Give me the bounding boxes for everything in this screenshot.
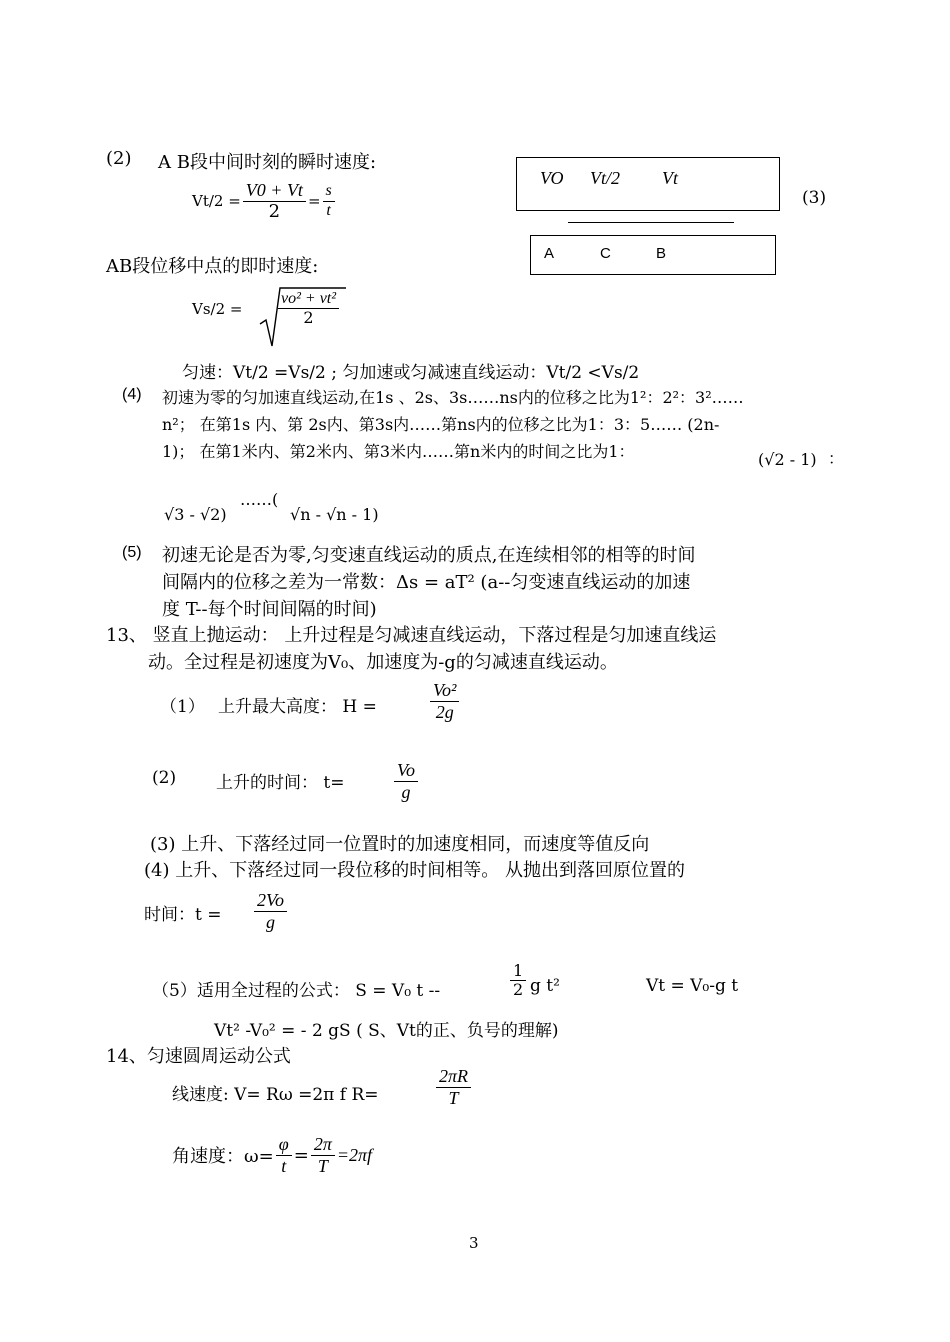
item13-line1: 13、 竖直上抛运动： 上升过程是匀减速直线运动，下落过程是匀加速直线运 (106, 625, 717, 646)
item13-p1-fraction (430, 680, 459, 722)
item4-label: (4) (122, 386, 142, 403)
item13-p5-right: Vt = V₀-g t (646, 976, 739, 996)
item2-label: (2) (106, 148, 132, 169)
item13-p4-den: g (266, 911, 275, 932)
item13-p5-line2: Vt² -V₀² = - 2 gS ( S、Vt的正、负号的理解) (214, 1021, 559, 1041)
item2-lhs: Vt/2 = (192, 192, 241, 211)
item4-dots: ……( (240, 490, 279, 509)
page-number: 3 (469, 1234, 479, 1252)
item13-p2-label: (2) (152, 768, 177, 788)
item13-line2: 动。全过程是初速度为V₀、加速度为-g的匀减速直线运动。 (148, 652, 618, 673)
item5-line3: 度 T--每个时间间隔的时间) (162, 599, 377, 620)
item13-p2-text: 上升的时间： t= (216, 773, 345, 793)
item14-ang-num1: φ (276, 1134, 292, 1156)
item13-p2-fraction (394, 760, 418, 802)
item13-p5-tail: g t² (530, 976, 560, 996)
item2-title: A B段中间时刻的瞬时速度: (158, 152, 377, 173)
item5-line1: 初速无论是否为零,匀变速直线运动的质点,在连续相邻的相等的时间 (162, 545, 696, 566)
item13-p2-frac (392, 760, 420, 802)
item13-p5-fraction (510, 962, 526, 1000)
item4-line1: 初速为零的匀加速直线运动,在1s 、2s、3s……ns内的位移之比为1²：2²：3²…… (162, 388, 744, 407)
diagram-label: (3) (802, 188, 827, 208)
item2-eq: = (307, 192, 321, 211)
item13-p4-fraction (254, 890, 287, 932)
item13-p4-frac (252, 890, 289, 932)
item2-fraction2 (323, 182, 335, 220)
diagram-line (568, 222, 734, 223)
item4-colon: ： (828, 449, 845, 468)
diagram-vt: Vt (662, 168, 678, 188)
item13-p1-frac (428, 680, 461, 722)
item14-lin-num: 2πR (436, 1066, 471, 1088)
item13-p2-num: Vo (394, 760, 418, 782)
midpoint-title: AB段位移中点的即时速度: (106, 256, 319, 277)
item13-p1-label: （1） (160, 697, 205, 717)
item4-line3: 1)； 在第1米内、第2米内、第3米内……第n米内的时间之比为1： (162, 442, 635, 461)
item2-den: 2 (268, 200, 281, 222)
item13-p5-num: 1 (510, 962, 526, 981)
compare-text: 匀速：Vt/2 =Vs/2 ; 匀加速或匀减速直线运动：Vt/2 <Vs/2 (182, 363, 640, 383)
midpoint-frac (278, 290, 339, 328)
item4-line2: n²； 在第1s 内、第 2s内、第3s内……第ns内的位移之比为1：3：5…… (2n- (162, 415, 720, 434)
item13-p5-den: 2 (513, 980, 524, 1000)
item5-line2: 间隔内的位移之差为一常数：Δs = aT² (a--匀变速直线运动的加速 (162, 572, 691, 593)
item4-root1: (√2 - 1) (758, 450, 817, 469)
item14-linear: 线速度: V= Rω =2π f R= (172, 1085, 379, 1105)
item13-p4-num: 2Vo (254, 890, 287, 912)
item14-ang-den1: t (281, 1155, 287, 1176)
item14-lin-den: T (448, 1087, 459, 1108)
midpoint-lhs: Vs/2 = (192, 300, 243, 318)
item14-ang-den2: T (317, 1155, 328, 1176)
item14-ang-tail: =2πf (336, 1144, 373, 1165)
item2-num: V0 + Vt (243, 180, 306, 202)
item14-angular: 角速度：ω= (172, 1146, 274, 1168)
item13-p2-den: g (401, 781, 411, 802)
diagram-c: C (600, 245, 611, 262)
item14-lin-fraction (436, 1066, 471, 1108)
item2-formula (192, 180, 337, 222)
item14-angular-row (172, 1134, 372, 1176)
item13-p1-text: 上升最大高度： H = (218, 697, 377, 717)
item2-fraction (243, 180, 306, 222)
item2-den2: t (326, 201, 331, 219)
item4-line4a: √3 - √2) (164, 505, 227, 524)
item14-eq1: = (293, 1144, 309, 1166)
midpoint-num: vo² + vt² (278, 290, 339, 309)
item14-ang-num2: 2π (311, 1134, 335, 1156)
diagram-b: B (656, 245, 667, 262)
diagram-v0: VO (540, 168, 564, 188)
item14-lin-frac (434, 1066, 473, 1108)
diagram-a: A (544, 245, 555, 262)
item4-line4b: √n - √n - 1) (290, 505, 379, 524)
item13-p1-den: 2g (435, 701, 454, 722)
item14-ang-frac2 (311, 1134, 335, 1176)
item14-title: 14、匀速圆周运动公式 (106, 1046, 291, 1067)
item13-p5-text: （5）适用全过程的公式： S = V₀ t -- (152, 981, 441, 1001)
item13-p1-num: Vo² (430, 680, 459, 702)
item5-label: (5) (122, 544, 142, 561)
midpoint-fraction (276, 290, 341, 328)
item13-p5-frac (508, 962, 528, 1000)
midpoint-den: 2 (303, 308, 314, 328)
item13-p3: (3) 上升、下落经过同一位置时的加速度相同，而速度等值反向 (150, 834, 650, 855)
item2-num2: s (323, 182, 335, 201)
points-box (530, 235, 776, 275)
diagram-vt2: Vt/2 (590, 168, 620, 188)
item14-ang-frac1 (276, 1134, 292, 1176)
item13-p4-time: 时间：t = (144, 905, 222, 925)
item13-p4: (4) 上升、下落经过同一段位移的时间相等。 从抛出到落回原位置的 (144, 860, 685, 881)
